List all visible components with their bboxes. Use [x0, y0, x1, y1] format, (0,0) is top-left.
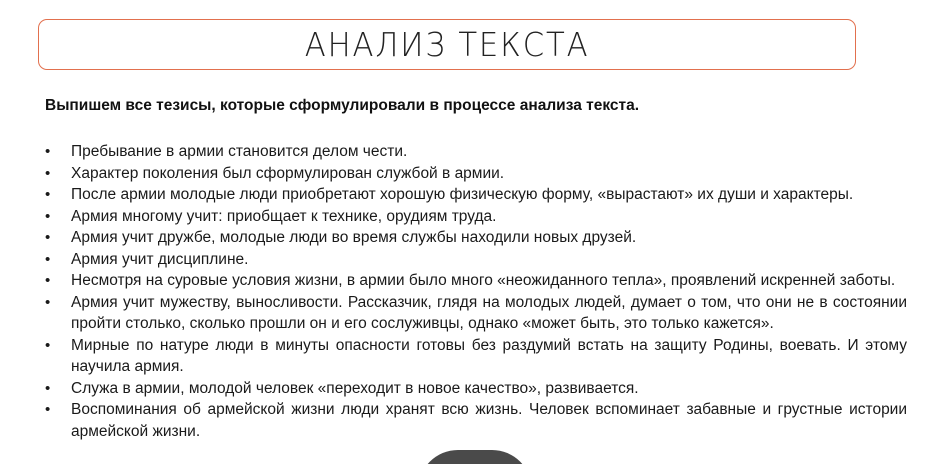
list-item-text: Пребывание в армии становится делом чести.	[71, 143, 408, 160]
list-item	[45, 399, 907, 442]
bullet-icon: •	[45, 272, 51, 289]
list-item	[45, 227, 907, 249]
list-item	[45, 292, 907, 335]
list-item-text: После армии молодые люди приобретают хорошую физическую форму, «вырастают» их души и характеры.	[71, 186, 854, 203]
bullet-icon: •	[45, 207, 51, 225]
thesis-list	[45, 141, 907, 442]
list-item-text: Армия учит дружбе, молодые люди во время службы находили новых друзей.	[71, 229, 637, 246]
list-item-text: Характер поколения был сформулирован службой в армии.	[71, 164, 505, 182]
bullet-icon: •	[45, 401, 51, 418]
list-item-text: Воспоминания об армейской жизни люди хранят всю жизнь. Человек вспоминает забавные и грустные истории армейской жизни.	[71, 401, 907, 440]
bullet-icon: •	[45, 186, 51, 203]
intro-text: Выпишем все тезисы, которые сформулировали в процессе анализа текста.	[45, 97, 640, 114]
list-item-text: Армия учит дисциплине.	[71, 250, 249, 268]
list-item-text: Служа в армии, молодой человек «переходит в новое качество», развивается.	[71, 379, 639, 397]
bullet-icon: •	[45, 143, 51, 160]
list-item	[45, 249, 907, 271]
list-item-text: Армия учит мужеству, выносливости. Рассказчик, глядя на молодых людей, думает о том, что они не в состоянии пройти столько, сколько прошли он и его сослуживцы, однако «может быть, это только кажется».	[71, 293, 907, 332]
list-item	[45, 378, 907, 400]
bullet-icon: •	[45, 250, 51, 268]
bullet-icon: •	[45, 379, 51, 397]
list-item	[45, 141, 907, 163]
bullet-icon: •	[45, 293, 51, 311]
list-item	[45, 270, 907, 292]
list-item	[45, 184, 907, 206]
list-item-text: Мирные по натуре люди в минуты опасности готовы без раздумий встать на защиту Родины, воевать. И этому научила армия.	[71, 336, 907, 375]
page-title: АНАЛИЗ ТЕКСТА	[304, 25, 590, 64]
title-box	[38, 19, 856, 70]
list-item	[45, 163, 907, 185]
bullet-icon: •	[45, 336, 51, 354]
list-item	[45, 206, 907, 228]
list-item-text: Армия многому учит: приобщает к технике, орудиям труда.	[71, 207, 497, 225]
list-item-text: Несмотря на суровые условия жизни, в армии было много «неожиданного тепла», проявлений искренней заботы.	[71, 272, 896, 289]
bullet-icon: •	[45, 229, 51, 246]
slide-nav-handle[interactable]	[418, 450, 532, 464]
list-item	[45, 335, 907, 378]
bullet-icon: •	[45, 164, 51, 182]
